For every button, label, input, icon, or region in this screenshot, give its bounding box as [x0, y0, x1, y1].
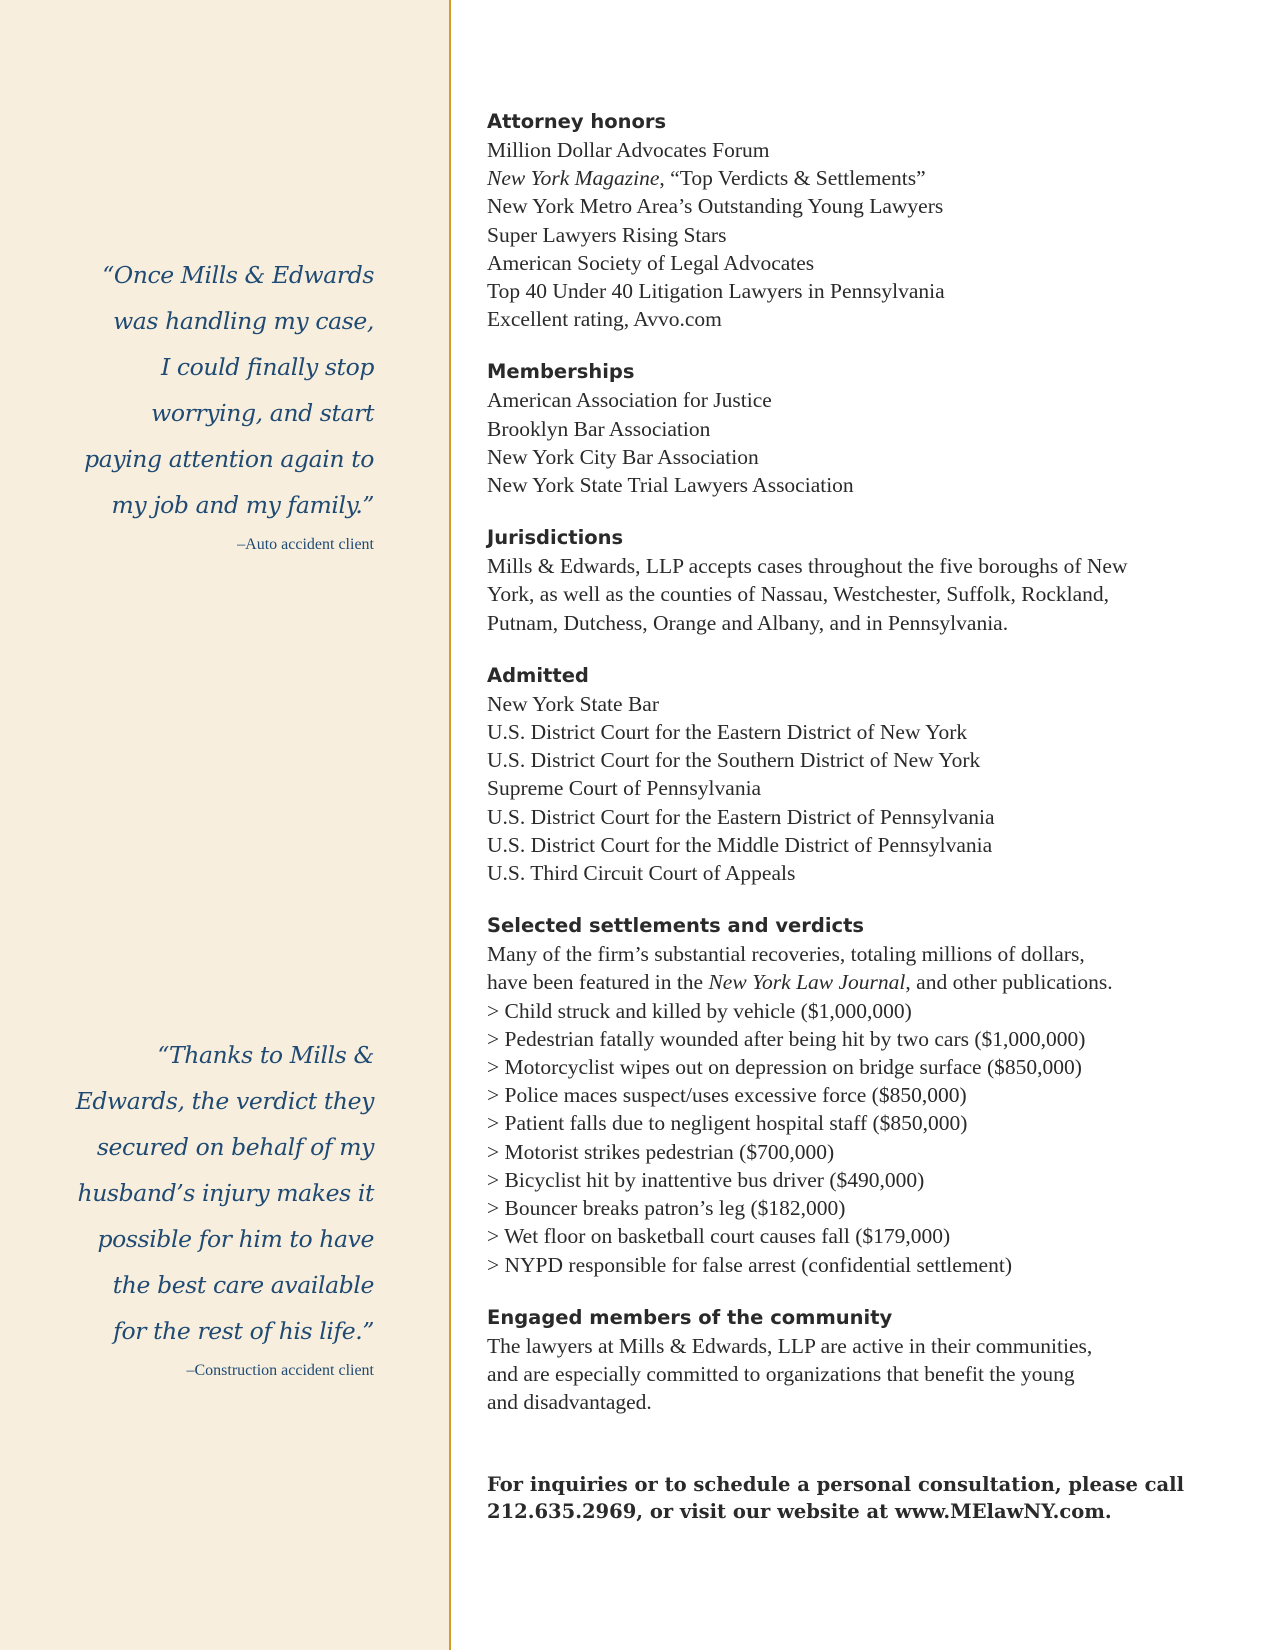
quote-attribution: –Construction accident client — [186, 1362, 374, 1379]
section-heading: Selected settlements and verdicts — [487, 914, 865, 938]
quote-line: for the rest of his life.” — [113, 1317, 374, 1345]
publication-title: New York Magazine — [487, 166, 660, 191]
list-item: Million Dollar Advocates Forum — [487, 138, 770, 162]
quote-line: my job and my family.” — [111, 491, 374, 519]
quote-line: husband’s injury makes it — [77, 1179, 374, 1207]
quote-line: “Thanks to Mills & — [157, 1041, 374, 1069]
memberships-section — [487, 360, 1187, 499]
list-item: > Bouncer breaks patron’s leg ($182,000) — [487, 1196, 846, 1221]
section-heading: Engaged members of the community — [487, 1305, 893, 1329]
list-item: > Motorist strikes pedestrian ($700,000) — [487, 1139, 835, 1164]
list-item: > Bicyclist hit by inattentive bus driver ($490,000) — [487, 1167, 925, 1192]
list-item: > NYPD responsible for false arrest (confidential settlement) — [487, 1252, 1012, 1277]
quote-line: worrying, and start — [151, 399, 374, 427]
quote-attribution: –Auto accident client — [237, 536, 374, 553]
list-item: American Association for Justice — [487, 388, 772, 413]
section-heading: Attorney honors — [487, 110, 667, 133]
list-item — [487, 164, 1187, 192]
list-item: > Police maces suspect/uses excessive force ($850,000) — [487, 1083, 967, 1108]
paragraph-line: York, as well as the counties of Nassau, Westchester, Suffolk, Rockland, — [487, 582, 1110, 607]
section-heading: Jurisdictions — [487, 526, 624, 550]
testimonial-sidebar — [0, 0, 451, 1650]
list-item: Excellent rating, Avvo.com — [487, 307, 722, 332]
list-item: > Wet floor on basketball court causes fall ($179,000) — [487, 1224, 951, 1249]
contact-info — [487, 1471, 1187, 1525]
admitted-section — [487, 664, 1187, 887]
paragraph-line: and disadvantaged. — [487, 1390, 652, 1415]
list-item: > Motorcyclist wipes out on depression on bridge surface ($850,000) — [487, 1055, 1082, 1080]
quote-line: I could finally stop — [160, 353, 374, 381]
quote-line: possible for him to have — [97, 1225, 374, 1253]
quote-line: paying attention again to — [84, 445, 374, 473]
list-item: > Child struck and killed by vehicle ($1,000,000) — [487, 998, 912, 1023]
list-item: New York City Bar Association — [487, 444, 759, 469]
testimonial-quote-2 — [74, 1032, 374, 1380]
paragraph-text: , and other publications. — [905, 970, 1113, 995]
paragraph-line: and are especially committed to organizations that benefit the young — [487, 1361, 1075, 1386]
contact-line: 212.635.2969, or visit our website at www.MElawNY.com. — [487, 1500, 1112, 1524]
paragraph-line — [487, 968, 1187, 996]
paragraph-line: Mills & Edwards, LLP accepts cases throughout the five boroughs of New — [487, 554, 1128, 579]
quote-line: secured on behalf of my — [96, 1133, 374, 1161]
list-item: New York Metro Area’s Outstanding Young Lawyers — [487, 194, 944, 219]
paragraph-line: Many of the firm’s substantial recoveries, totaling millions of dollars, — [487, 942, 1085, 967]
paragraph-text: have been featured in the — [487, 970, 709, 995]
jurisdictions-section — [487, 526, 1187, 637]
list-item-text: , “Top Verdicts & Settlements” — [659, 166, 926, 191]
list-item: U.S. District Court for the Middle District of Pennsylvania — [487, 832, 993, 857]
list-item: Super Lawyers Rising Stars — [487, 222, 727, 247]
list-item: U.S. District Court for the Eastern District of Pennsylvania — [487, 804, 995, 829]
section-heading: Memberships — [487, 360, 635, 384]
list-item: New York State Bar — [487, 691, 659, 716]
list-item: U.S. Third Circuit Court of Appeals — [487, 861, 796, 886]
contact-line: For inquiries or to schedule a personal consultation, please call — [487, 1473, 1184, 1497]
main-content — [487, 110, 1187, 1525]
quote-line: Edwards, the verdict they — [75, 1087, 374, 1115]
publication-title: New York Law Journal — [708, 970, 906, 995]
paragraph-line: Putnam, Dutchess, Orange and Albany, and in Pennsylvania. — [487, 610, 1009, 635]
list-item: > Pedestrian fatally wounded after being hit by two cars ($1,000,000) — [487, 1026, 1086, 1051]
paragraph-line: The lawyers at Mills & Edwards, LLP are active in their communities, — [487, 1333, 1093, 1358]
quote-line: “Once Mills & Edwards — [102, 261, 374, 289]
quote-line: the best care available — [112, 1271, 374, 1299]
list-item: Brooklyn Bar Association — [487, 416, 711, 441]
list-item: Supreme Court of Pennsylvania — [487, 776, 762, 801]
list-item: U.S. District Court for the Eastern District of New York — [487, 720, 968, 745]
community-section — [487, 1306, 1187, 1417]
section-heading: Admitted — [487, 663, 589, 687]
testimonial-quote-1 — [74, 252, 374, 554]
attorney-honors-section — [487, 110, 1187, 333]
quote-line: was handling my case, — [113, 307, 374, 335]
list-item: American Society of Legal Advocates — [487, 250, 815, 275]
list-item: Top 40 Under 40 Litigation Lawyers in Pennsylvania — [487, 279, 945, 304]
list-item: U.S. District Court for the Southern District of New York — [487, 748, 981, 773]
list-item: New York State Trial Lawyers Association — [487, 473, 854, 498]
list-item: > Patient falls due to negligent hospital staff ($850,000) — [487, 1111, 968, 1136]
settlements-section — [487, 914, 1187, 1278]
